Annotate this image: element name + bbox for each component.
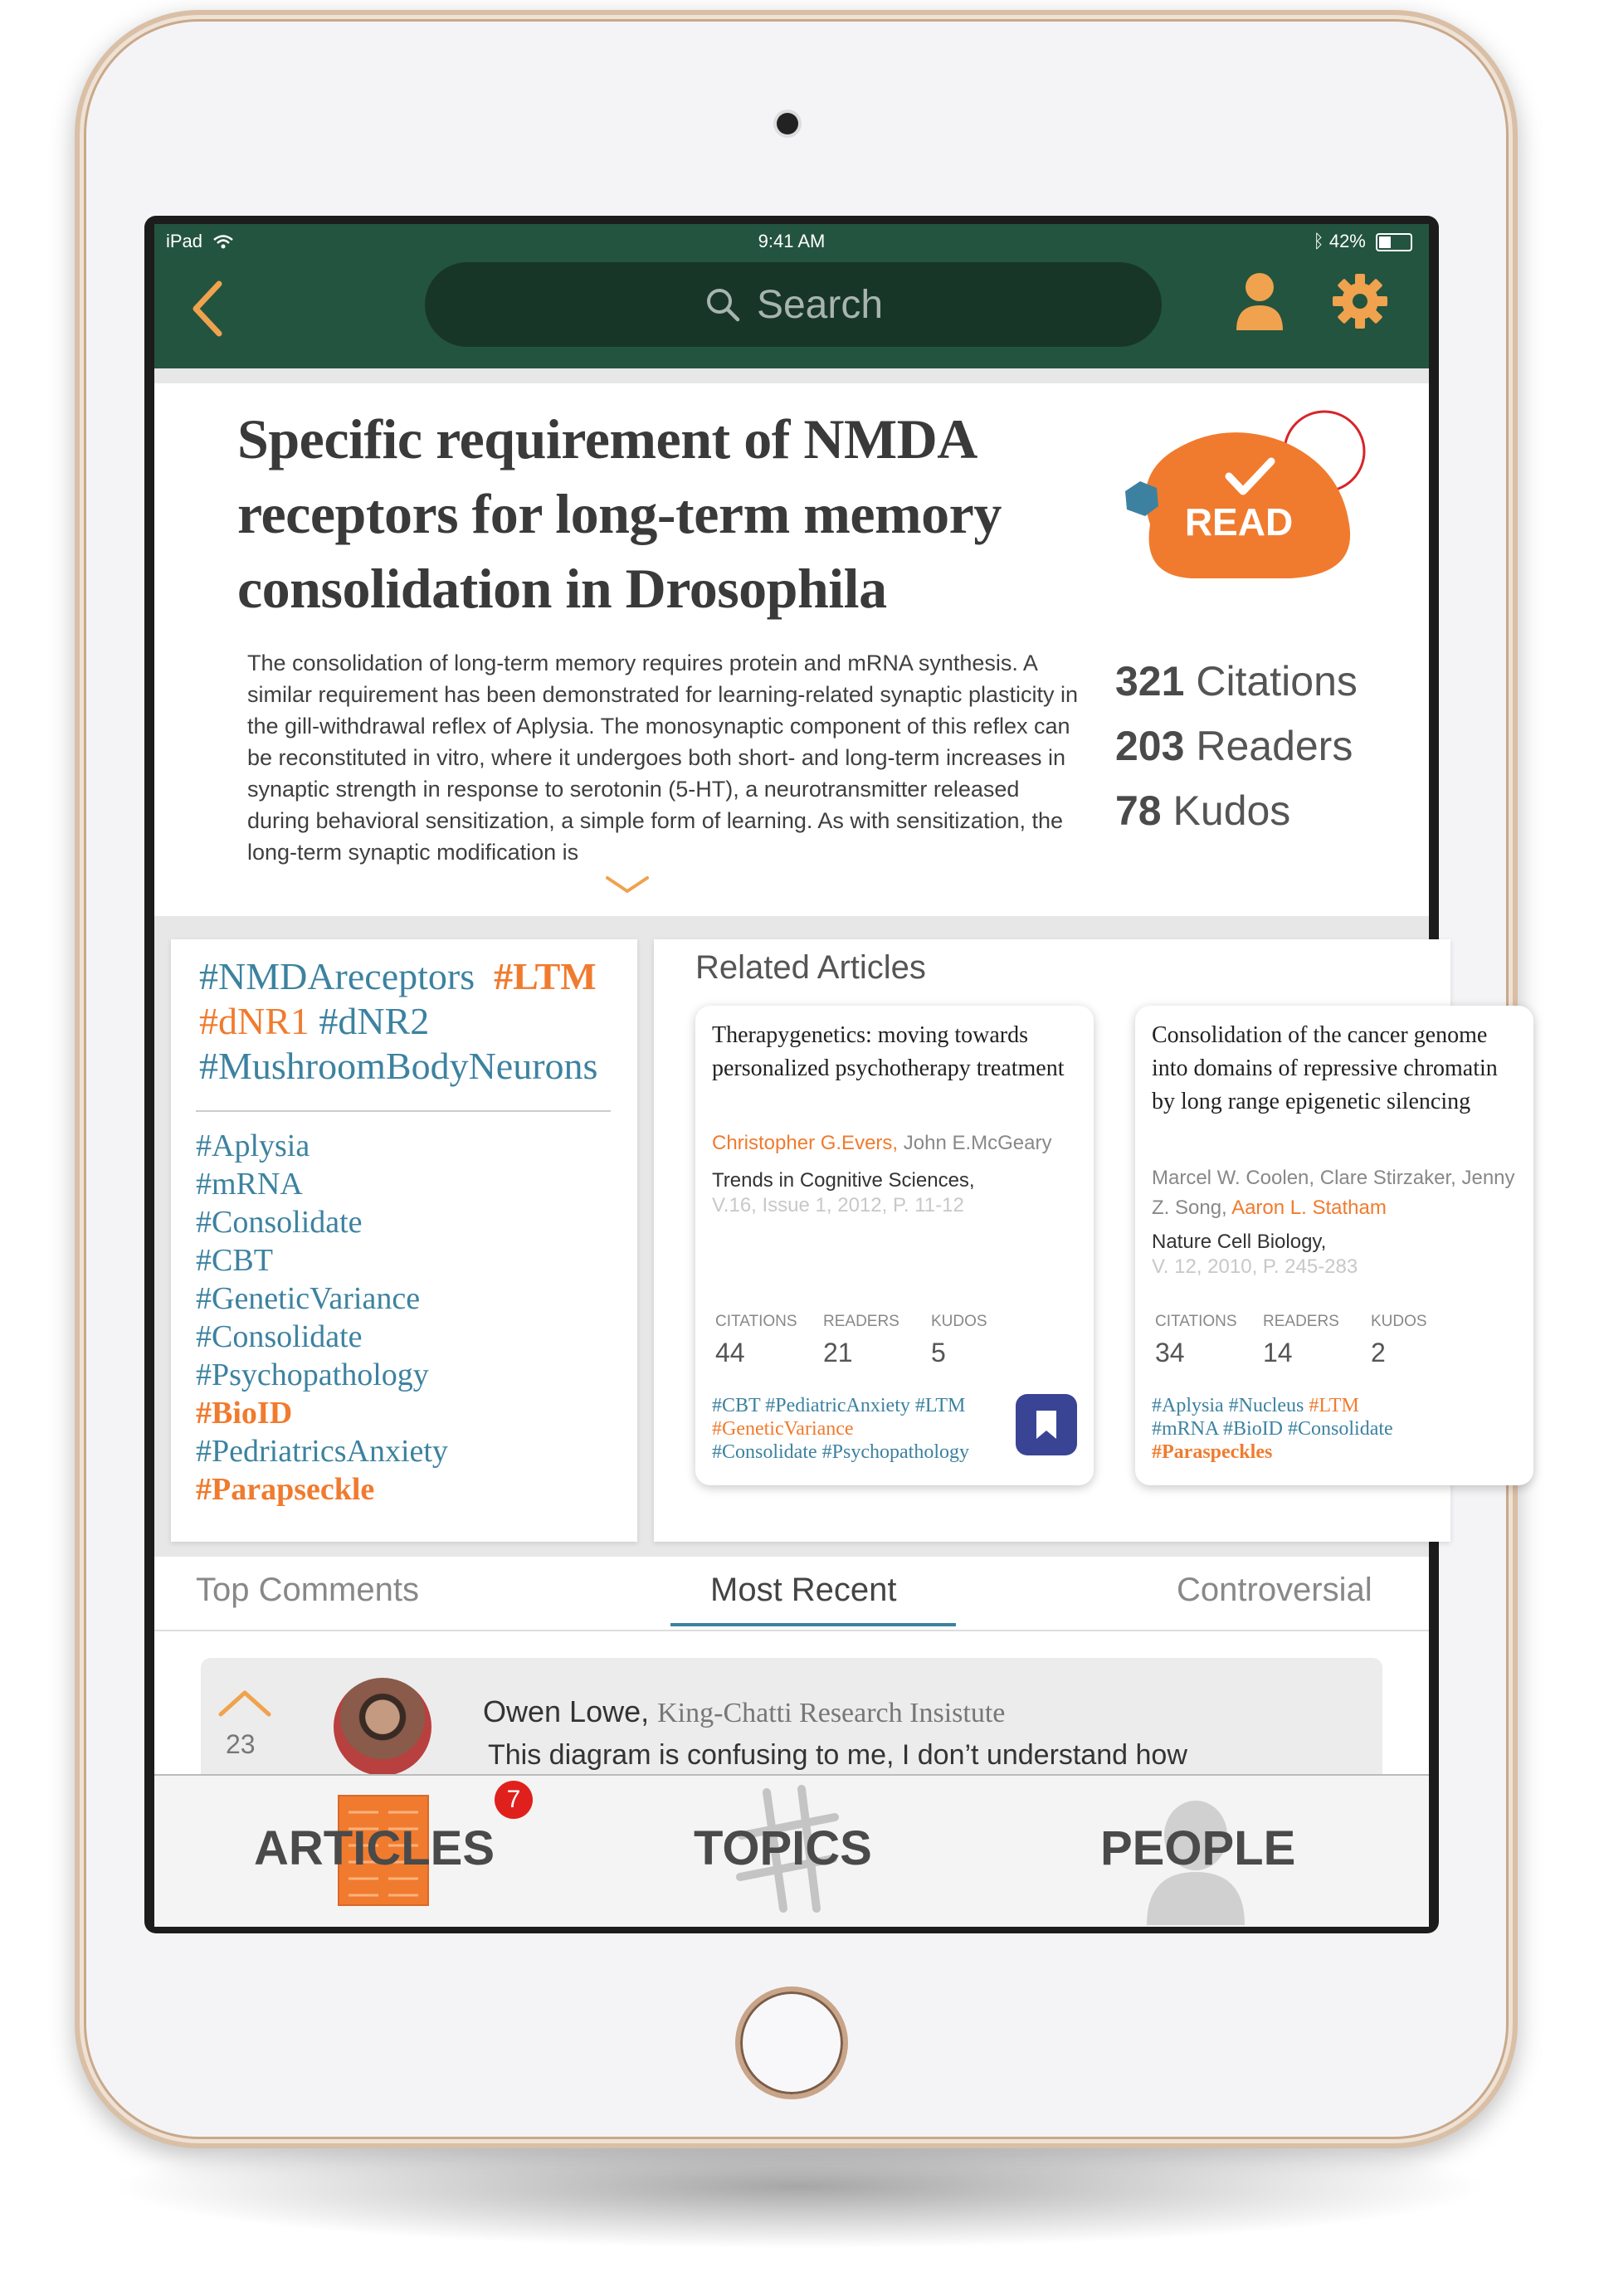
- related-tags: [712, 1394, 1019, 1464]
- author[interactable]: Aaron L. Statham: [1231, 1197, 1387, 1219]
- tag[interactable]: #dNR1: [199, 1000, 310, 1042]
- related-authors: [1152, 1163, 1533, 1223]
- tag[interactable]: #BioID: [1223, 1418, 1284, 1440]
- gear-icon[interactable]: [1331, 272, 1389, 330]
- comment-text: This diagram is confusing to me, I don’t understand how: [488, 1739, 1187, 1771]
- article-title: [237, 402, 1067, 626]
- tag[interactable]: #PedriatricsAnxiety: [196, 1434, 448, 1469]
- metric-label: KUDOS: [1371, 1313, 1427, 1330]
- metric-label: KUDOS: [931, 1313, 987, 1330]
- tag[interactable]: #BioID: [196, 1396, 293, 1431]
- metric-citations: 321 Citations: [1115, 658, 1358, 704]
- nav-topics[interactable]: [694, 1776, 909, 1927]
- vote-count: 23: [226, 1729, 256, 1759]
- article-card: [154, 383, 1429, 916]
- metric-kudos: 78 Kudos: [1115, 787, 1291, 834]
- tag[interactable]: #dNR2: [319, 1000, 430, 1042]
- back-chevron-icon[interactable]: [179, 271, 229, 345]
- article-metrics: [1115, 649, 1358, 843]
- metric-readers: 203 Readers: [1115, 723, 1353, 769]
- divider: [154, 1630, 1429, 1631]
- tag[interactable]: #Parapseckle: [196, 1472, 375, 1507]
- status-battery: [1314, 229, 1413, 254]
- metric-label: CITATIONS: [715, 1313, 797, 1330]
- tags-panel: [171, 939, 637, 1542]
- tab-most-recent[interactable]: Most Recent: [710, 1572, 897, 1608]
- read-blob-icon: [1109, 400, 1382, 591]
- metric-label: READERS: [1263, 1313, 1339, 1330]
- secondary-tags: [196, 1127, 448, 1509]
- screen: [154, 224, 1515, 1925]
- related-heading: Related Articles: [695, 949, 926, 986]
- metric-value: 44: [715, 1338, 745, 1367]
- tag[interactable]: #MushroomBodyNeurons: [199, 1045, 598, 1087]
- tag[interactable]: #LTM: [914, 1395, 966, 1416]
- related-article-card[interactable]: [1135, 1006, 1533, 1485]
- related-authors: [712, 1129, 1094, 1158]
- bookmark-icon: [1016, 1394, 1077, 1455]
- tag[interactable]: #GeneticVariance: [196, 1281, 421, 1316]
- related-metrics: [715, 1313, 1039, 1368]
- bluetooth-icon: ᛒ: [1313, 231, 1324, 251]
- nav-people[interactable]: [1100, 1776, 1316, 1927]
- tag[interactable]: #mRNA: [1152, 1418, 1219, 1440]
- metric-value: 34: [1155, 1338, 1185, 1367]
- tag[interactable]: #Consolidate: [196, 1205, 363, 1240]
- related-metrics: [1155, 1313, 1479, 1368]
- tag[interactable]: #LTM: [494, 955, 597, 997]
- tab-top-comments[interactable]: Top Comments: [196, 1572, 419, 1608]
- header-bar: [154, 224, 1429, 368]
- metric-value: 2: [1371, 1338, 1386, 1367]
- related-articles-panel: [654, 939, 1515, 1542]
- metric-label: READERS: [823, 1313, 899, 1330]
- tag[interactable]: #PediatricAnxiety: [765, 1395, 910, 1416]
- author[interactable]: Christopher G.Evers,: [712, 1132, 899, 1154]
- avatar[interactable]: [334, 1678, 431, 1776]
- tag[interactable]: #Consolidate: [1288, 1418, 1393, 1440]
- tag[interactable]: #NMDAreceptors: [199, 955, 475, 997]
- comment-author: [483, 1694, 1005, 1729]
- journal-volume: V. 12, 2010, P. 245-283: [1152, 1255, 1358, 1278]
- primary-tags: [199, 954, 614, 1089]
- article-abstract: The consolidation of long-term memory requires protein and mRNA synthesis. A similar requirement has been demonstrated for learning-related synaptic plasticity in the gill-withdrawal reflex of Aplysia. The monosynaptic component of this reflex can be reconstituted in vitro, where it undergoes both short- and long-term increases in synaptic strength in response to serotonin (5-HT), a neurotransmitter released during behavioral sensitization, a simple form of learning. As with sensitization, the long-term synaptic modification is: [247, 651, 1078, 865]
- status-time: 9:41 AM: [758, 231, 826, 251]
- tag[interactable]: #Paraspeckles: [1152, 1441, 1273, 1463]
- tag[interactable]: #Aplysia: [1152, 1395, 1224, 1416]
- camera-icon: [777, 113, 798, 134]
- related-title[interactable]: Therapygenetics: moving towards personalized psychotherapy treatment: [712, 1022, 1065, 1081]
- bookmark-button[interactable]: [1016, 1394, 1077, 1455]
- metric-value: 5: [931, 1338, 946, 1367]
- author[interactable]: Marcel W. Coolen, Clare Stirzaker,: [1152, 1167, 1456, 1189]
- tag[interactable]: #CBT: [712, 1395, 761, 1416]
- active-tab-indicator: [670, 1623, 956, 1626]
- read-label[interactable]: READ: [1184, 500, 1294, 544]
- author-institution: King-Chatti Research Insistute: [657, 1698, 1006, 1728]
- author[interactable]: John E.McGeary: [903, 1132, 1052, 1154]
- metric-value: 14: [1263, 1338, 1293, 1367]
- author[interactable]: Jenny Z. Song,: [1152, 1167, 1515, 1219]
- search-input[interactable]: Search: [756, 282, 884, 327]
- tag[interactable]: #CBT: [196, 1243, 273, 1278]
- bottom-navigation: [154, 1774, 1429, 1927]
- home-button[interactable]: [735, 1986, 848, 2099]
- journal-volume: V.16, Issue 1, 2012, P. 11-12: [712, 1194, 964, 1216]
- tag[interactable]: #Psychopathology: [196, 1358, 429, 1392]
- title-line: Specific requirement of NMDA: [237, 407, 977, 470]
- nav-articles[interactable]: [254, 1776, 553, 1927]
- related-tags: [1152, 1394, 1533, 1464]
- tag[interactable]: #Psychopathology: [821, 1441, 969, 1463]
- notification-badge: 7: [495, 1781, 533, 1819]
- tag[interactable]: #GeneticVariance: [712, 1418, 854, 1440]
- related-journal: [1152, 1230, 1533, 1280]
- title-line: consolidation in Drosophila: [237, 557, 887, 620]
- upvote-icon[interactable]: [216, 1686, 274, 1719]
- metric-label: CITATIONS: [1155, 1313, 1237, 1330]
- carrier-label: iPad: [166, 231, 203, 251]
- battery-percent: 42%: [1328, 231, 1366, 251]
- tab-controversial[interactable]: Controversial: [1177, 1572, 1372, 1608]
- tag[interactable]: #Consolidate: [196, 1319, 363, 1354]
- battery-icon: [1376, 233, 1412, 251]
- related-article-card[interactable]: [695, 1006, 1094, 1485]
- search-icon: [704, 285, 742, 324]
- tag[interactable]: #Aplysia: [196, 1129, 310, 1163]
- divider: [196, 1110, 611, 1112]
- related-journal: [712, 1168, 1094, 1218]
- related-title[interactable]: Consolidation of the cancer genome into domains of repressive chromatin by long range epigenetic silencing: [1152, 1022, 1498, 1114]
- title-line: receptors for long-term memory: [237, 482, 1002, 545]
- nav-label: ARTICLES: [254, 1821, 495, 1875]
- nav-label: PEOPLE: [1100, 1821, 1296, 1875]
- tag[interactable]: #LTM: [1309, 1395, 1359, 1416]
- expand-chevron-icon[interactable]: [602, 871, 652, 896]
- journal-name: Nature Cell Biology,: [1152, 1231, 1327, 1253]
- user-profile-icon[interactable]: [1233, 271, 1286, 332]
- journal-name: Trends in Cognitive Sciences,: [712, 1169, 975, 1192]
- tag[interactable]: #Consolidate: [712, 1441, 817, 1463]
- author-name[interactable]: Owen Lowe,: [483, 1694, 650, 1728]
- tag[interactable]: #mRNA: [196, 1167, 303, 1202]
- metric-value: 21: [823, 1338, 853, 1367]
- nav-label: TOPICS: [694, 1821, 872, 1875]
- read-button[interactable]: [1109, 400, 1382, 591]
- tag[interactable]: #Nucleus: [1228, 1395, 1304, 1416]
- search-bar[interactable]: [425, 262, 1162, 347]
